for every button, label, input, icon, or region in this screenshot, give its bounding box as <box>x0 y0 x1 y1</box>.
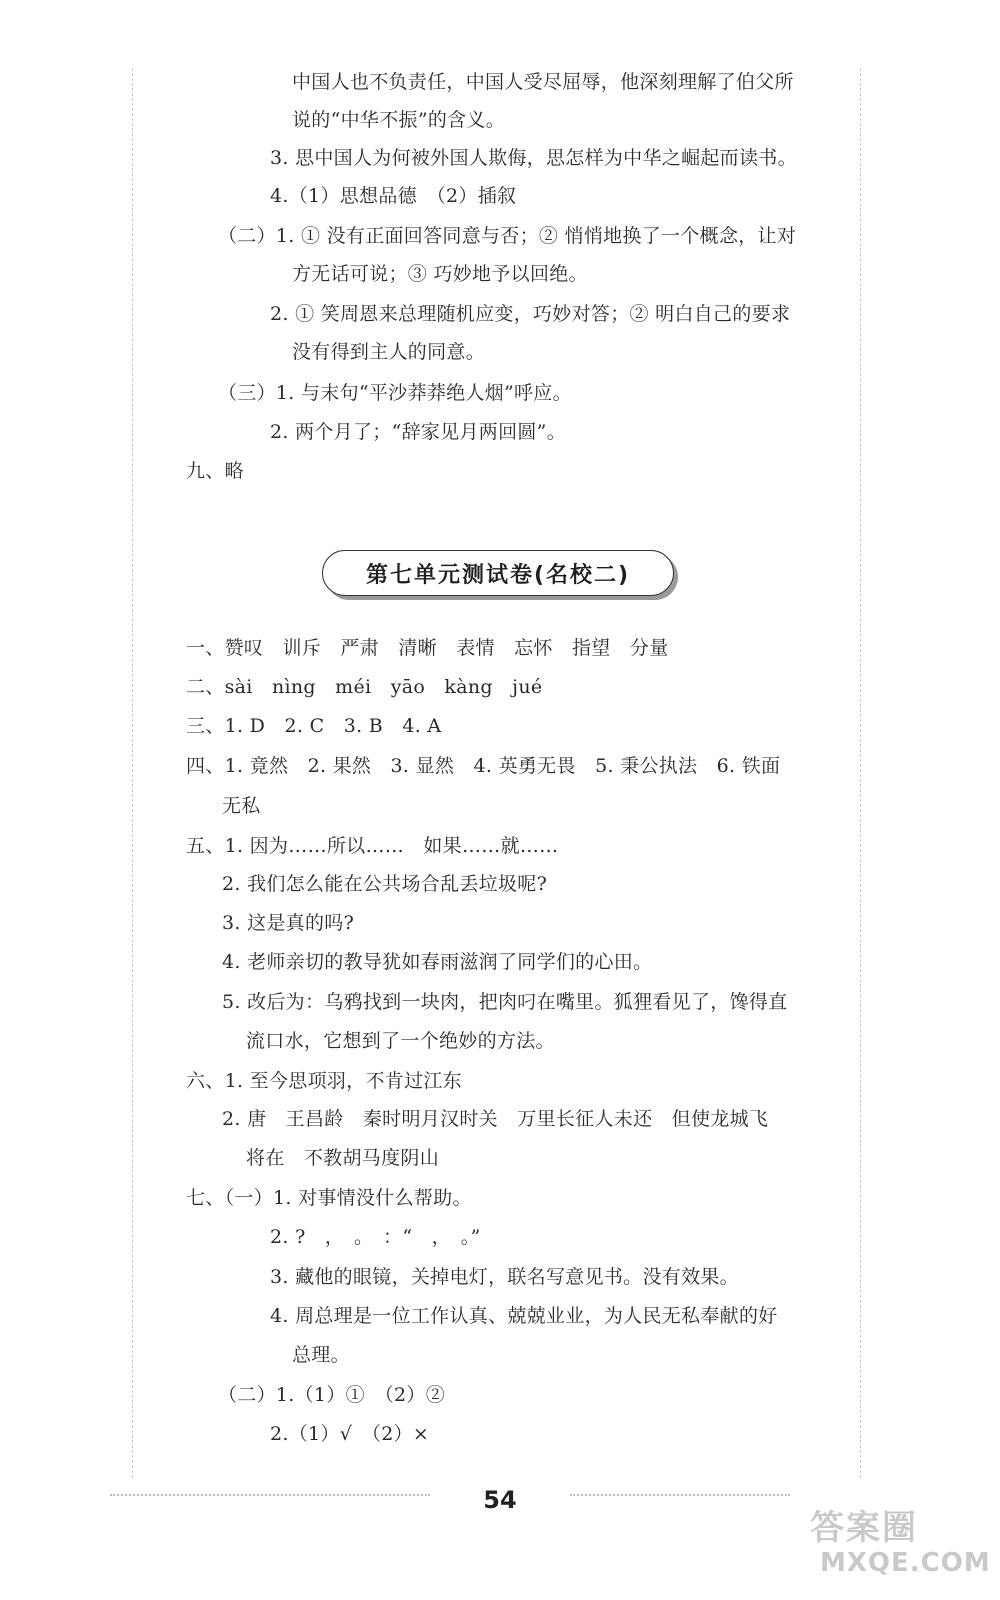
answer-line: 一、赞叹 训斥 严肃 清晰 表情 忘怀 指望 分量 <box>186 637 669 659</box>
footer-decoration-left <box>110 1494 430 1499</box>
watermark-logo <box>790 1500 990 1590</box>
answer-line: 3. 这是真的吗? <box>222 912 355 934</box>
page-number: 54 <box>483 1486 517 1514</box>
right-margin-rule <box>860 68 861 1478</box>
answer-line: 2. ? ， 。 ：“ ， 。” <box>270 1226 481 1248</box>
section-title: 第七单元测试卷(名校二) <box>322 550 674 596</box>
answer-line: 三、1. D 2. C 3. B 4. A <box>186 715 442 737</box>
answer-line: 2. ① 笑周恩来总理随机应变，巧妙对答；② 明白自己的要求 <box>270 303 791 325</box>
answer-line: 3. 藏他的眼镜，关掉电灯，联名写意见书。没有效果。 <box>270 1266 739 1288</box>
answer-line: 2. 唐 王昌龄 秦时明月汉时关 万里长征人未还 但使龙城飞 <box>222 1108 769 1130</box>
answer-line: 4. 周总理是一位工作认真、兢兢业业，为人民无私奉献的好 <box>270 1305 778 1327</box>
answer-line: 没有得到主人的同意。 <box>292 341 486 363</box>
watermark-bottom-text: MXQE.COM <box>820 1548 991 1578</box>
answer-line: 方无话可说；③ 巧妙地予以回绝。 <box>292 263 588 285</box>
answer-line: （二）1. ① 没有正面回答同意与否；② 悄悄地换了一个概念，让对 <box>218 225 797 247</box>
answer-line: 无私 <box>222 795 261 817</box>
answer-line: （三）1. 与末句“平沙莽莽绝人烟”呼应。 <box>218 382 572 404</box>
answer-line: 将在 不教胡马度阴山 <box>246 1147 440 1169</box>
answer-line: 流口水，它想到了一个绝妙的方法。 <box>246 1030 555 1052</box>
footer-decoration-right <box>570 1494 790 1499</box>
answer-line: 5. 改后为：乌鸦找到一块肉，把肉叼在嘴里。狐狸看见了，馋得直 <box>222 991 788 1013</box>
answer-line: 七、（一）1. 对事情没什么帮助。 <box>186 1187 472 1209</box>
answer-line: 二、sài nìng méi yāo kàng jué <box>186 676 543 698</box>
left-margin-rule <box>132 68 133 1478</box>
answer-line: 2. 两个月了；“辞家见月两回圆”。 <box>270 421 566 443</box>
answer-line: 九、略 <box>186 460 244 482</box>
answer-line: 4. 老师亲切的教导犹如春雨滋润了同学们的心田。 <box>222 951 653 973</box>
answer-line: 中国人也不负责任，中国人受尽屈辱，他深刻理解了伯父所 <box>292 71 794 93</box>
answer-line: （二）1.（1）① （2）② <box>218 1384 446 1406</box>
answer-line: 说的“中华不振”的含义。 <box>292 109 506 131</box>
answer-line: 六、1. 至今思项羽，不肯过江东 <box>186 1070 462 1092</box>
answer-line: 4.（1）思想品德 （2）插叙 <box>270 185 517 207</box>
answer-line: 五、1. 因为……所以…… 如果……就…… <box>186 835 559 857</box>
answer-line: 2.（1）√ （2）× <box>270 1423 430 1445</box>
watermark-top-text: 答案圈 <box>810 1508 918 1548</box>
answer-line: 3. 思中国人为何被外国人欺侮，思怎样为中华之崛起而读书。 <box>270 147 797 169</box>
answer-line: 2. 我们怎么能在公共场合乱丢垃圾呢? <box>222 873 548 895</box>
answer-line: 总理。 <box>292 1344 350 1366</box>
answer-line: 四、1. 竟然 2. 果然 3. 显然 4. 英勇无畏 5. 秉公执法 6. 铁面 <box>186 755 781 777</box>
